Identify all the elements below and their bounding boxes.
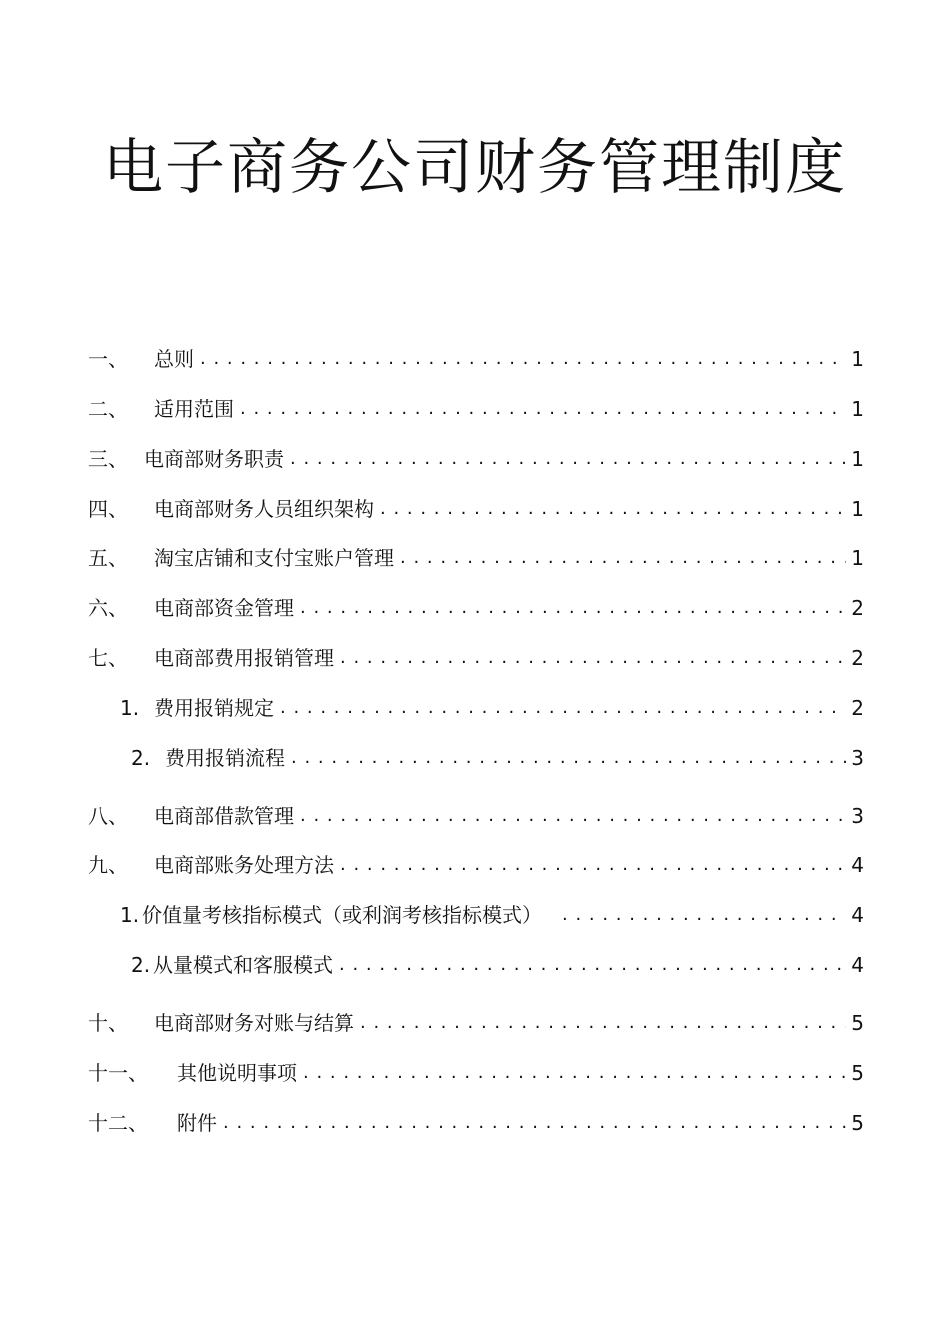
toc-dot-leader [290, 444, 846, 474]
toc-dot-leader [360, 1008, 846, 1038]
toc-entry-12[interactable] [88, 1108, 864, 1138]
toc-entry-label: 淘宝店铺和支付宝账户管理 [154, 546, 394, 570]
toc-entry-number: 六、 [88, 596, 128, 620]
toc-dot-leader [223, 1108, 846, 1138]
toc-entry-label: 价值量考核指标模式（或利润考核指标模式） [142, 903, 542, 927]
toc-entry-page: 2 [851, 646, 864, 670]
toc-entry-number: 九、 [88, 853, 128, 877]
toc-entry-11[interactable] [88, 1058, 864, 1088]
toc-entry-number: 1. [120, 903, 140, 927]
toc-entry-label: 费用报销流程 [165, 746, 285, 770]
toc-entry-3[interactable] [88, 444, 864, 474]
toc-entry-7[interactable] [88, 643, 864, 673]
toc-dot-leader [400, 543, 846, 573]
toc-entry-number: 八、 [88, 804, 128, 828]
toc-entry-page: 3 [851, 804, 864, 828]
toc-entry-number: 四、 [88, 497, 128, 521]
toc-dot-leader [280, 693, 846, 723]
toc-dot-leader [200, 344, 846, 374]
toc-dot-leader [340, 850, 846, 880]
toc-entry-page: 2 [851, 696, 864, 720]
toc-dot-leader [300, 593, 846, 623]
toc-entry-number: 2. [131, 953, 151, 977]
toc-entry-4[interactable] [88, 494, 864, 524]
toc-entry-label: 电商部财务对账与结算 [154, 1011, 354, 1035]
toc-entry-page: 5 [851, 1011, 864, 1035]
toc-entry-9-1[interactable] [120, 900, 864, 930]
toc-dot-leader [562, 900, 846, 930]
toc-entry-number: 1. [120, 696, 140, 720]
toc-entry-9[interactable] [88, 850, 864, 880]
toc-entry-label: 电商部资金管理 [154, 596, 294, 620]
toc-entry-5[interactable] [88, 543, 864, 573]
toc-entry-page: 5 [851, 1061, 864, 1085]
toc-entry-label: 总则 [154, 347, 194, 371]
toc-dot-leader [300, 801, 846, 831]
toc-entry-page: 1 [851, 447, 864, 471]
toc-entry-number: 七、 [88, 646, 128, 670]
toc-dot-leader [303, 1058, 846, 1088]
toc-entry-8[interactable] [88, 801, 864, 831]
toc-entry-page: 1 [851, 546, 864, 570]
toc-dot-leader [339, 950, 846, 980]
toc-entry-page: 3 [851, 746, 864, 770]
toc-entry-number: 三、 [88, 447, 128, 471]
toc-entry-page: 1 [851, 397, 864, 421]
toc-entry-number: 五、 [88, 546, 128, 570]
toc-entry-label: 适用范围 [154, 397, 234, 421]
toc-entry-label: 其他说明事项 [177, 1061, 297, 1085]
toc-entry-page: 1 [851, 497, 864, 521]
toc-entry-number: 一、 [88, 347, 128, 371]
toc-dot-leader [380, 494, 846, 524]
toc-entry-1[interactable] [88, 344, 864, 374]
toc-entry-page: 2 [851, 596, 864, 620]
toc-dot-leader [240, 394, 846, 424]
toc-entry-label: 电商部财务人员组织架构 [154, 497, 374, 521]
toc-entry-number: 十二、 [88, 1111, 148, 1135]
toc-entry-page: 1 [851, 347, 864, 371]
toc-entry-label: 附件 [177, 1111, 217, 1135]
toc-entry-7-2[interactable] [131, 743, 864, 773]
toc-entry-9-2[interactable] [131, 950, 864, 980]
toc-entry-label: 费用报销规定 [154, 696, 274, 720]
toc-entry-page: 4 [851, 853, 864, 877]
toc-entry-number: 十一、 [88, 1061, 148, 1085]
page-title: 电子商务公司财务管理制度 [103, 133, 847, 203]
toc-dot-leader [340, 643, 846, 673]
toc-entry-page: 5 [851, 1111, 864, 1135]
toc-entry-6[interactable] [88, 593, 864, 623]
toc-entry-2[interactable] [88, 394, 864, 424]
toc-entry-page: 4 [851, 953, 864, 977]
toc-entry-label: 从量模式和客服模式 [153, 953, 333, 977]
toc-dot-leader [291, 743, 846, 773]
toc-entry-number: 2. [131, 746, 151, 770]
toc-entry-7-1[interactable] [120, 693, 864, 723]
toc-entry-number: 二、 [88, 397, 128, 421]
toc-entry-label: 电商部账务处理方法 [154, 853, 334, 877]
toc-entry-label: 电商部借款管理 [154, 804, 294, 828]
toc-entry-label: 电商部费用报销管理 [154, 646, 334, 670]
toc-entry-label: 电商部财务职责 [144, 447, 284, 471]
toc-entry-page: 4 [851, 903, 864, 927]
toc-entry-number: 十、 [88, 1011, 128, 1035]
toc-entry-10[interactable] [88, 1008, 864, 1038]
